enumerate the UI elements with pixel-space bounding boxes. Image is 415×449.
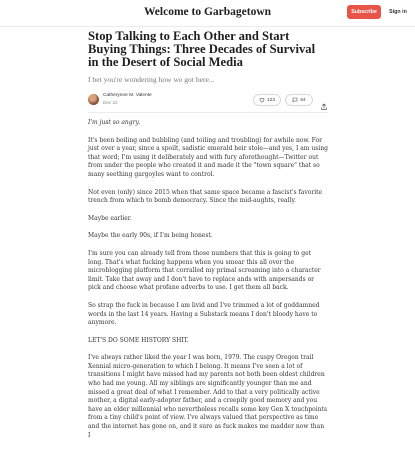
paragraph: I'm just so angry. — [88, 119, 140, 126]
paragraph: So strap the fuck in because I am livid and I've trimmed a lot of goddamned words in the last 14 years. Having a Substack means I don't bloody have to anymore. — [88, 301, 320, 327]
top-bar — [0, 0, 415, 27]
byline — [88, 92, 328, 110]
author-name[interactable]: Catherynne M. Valente — [103, 93, 152, 98]
share-icon[interactable] — [320, 96, 328, 115]
article-body — [88, 119, 328, 440]
paragraph: Maybe earlier. — [88, 214, 132, 222]
like-button[interactable] — [253, 94, 281, 106]
subscribe-button[interactable]: Subscribe — [347, 5, 381, 19]
comment-count: 64 — [300, 97, 306, 103]
post-date: Dec 22 — [103, 100, 118, 105]
paragraph: It's been boiling and bubbling (and toiling and troubling) for awhile now. For just over a year, since a spoilt, sadistic emerald heir stole—and yes, I am using that word; I'm using it deliberately and with fury aforethought—Twitter out from under the people who created it and made it the "town square" that so many seething gargoyles want to control. — [88, 136, 328, 178]
heart-icon — [259, 97, 265, 103]
section-heading: LET'S DO SOME HISTORY SHIT. — [88, 336, 189, 344]
article-title: Stop Talking to Each Other and Start Buying Things: Three Decades of Survival in the Desert of Social Media — [88, 29, 316, 69]
comment-button[interactable] — [285, 94, 313, 106]
paragraph: I've always rather liked the year I was born, 1979. The cuspy Oregon trail Xennial micro-generation to which I belong. It means I've seen a lot of transitions I might have missed had my parents not both been oldest children who had me young. All my siblings are significantly younger than me and missed a great deal of what I remember. Add to that a very politically active mother, a digital early-adopter father, and a creepily good memory and you have an elder millennial who nevertheless recalls some key Gen X touchpoints from a tiny child's point of view. I've always valued that perspective as time and the internet has gone on, and it sure as fuck makes me madder now than I — [88, 354, 328, 439]
byline-divider — [88, 112, 328, 113]
author-avatar[interactable] — [88, 94, 99, 105]
paragraph: I'm sure you can already tell from those numbers that this is going to get long. That's what fucking happens when you smear this all over the microblogging platform that corralled my primal screaming into a character limit. Take that away and I don't have to replace ands with ampersands or pick and choose what profane adverbs to use. I get them all back. — [88, 249, 321, 292]
like-count: 123 — [266, 97, 275, 103]
article-subtitle: I bet you're wondering how we got here... — [88, 75, 215, 84]
article — [88, 30, 328, 449]
paragraph: Maybe the early 90s, if I'm being honest. — [88, 232, 213, 240]
paragraph: Not even (only) since 2015 when that same space became a fascist's favorite trench from which to bomb democracy. Since the mid-aughts, really. — [88, 188, 323, 205]
site-title[interactable]: Welcome to Garbagetown — [143, 6, 272, 18]
sign-in-button[interactable]: Sign in — [389, 9, 407, 15]
comment-icon — [292, 97, 298, 103]
